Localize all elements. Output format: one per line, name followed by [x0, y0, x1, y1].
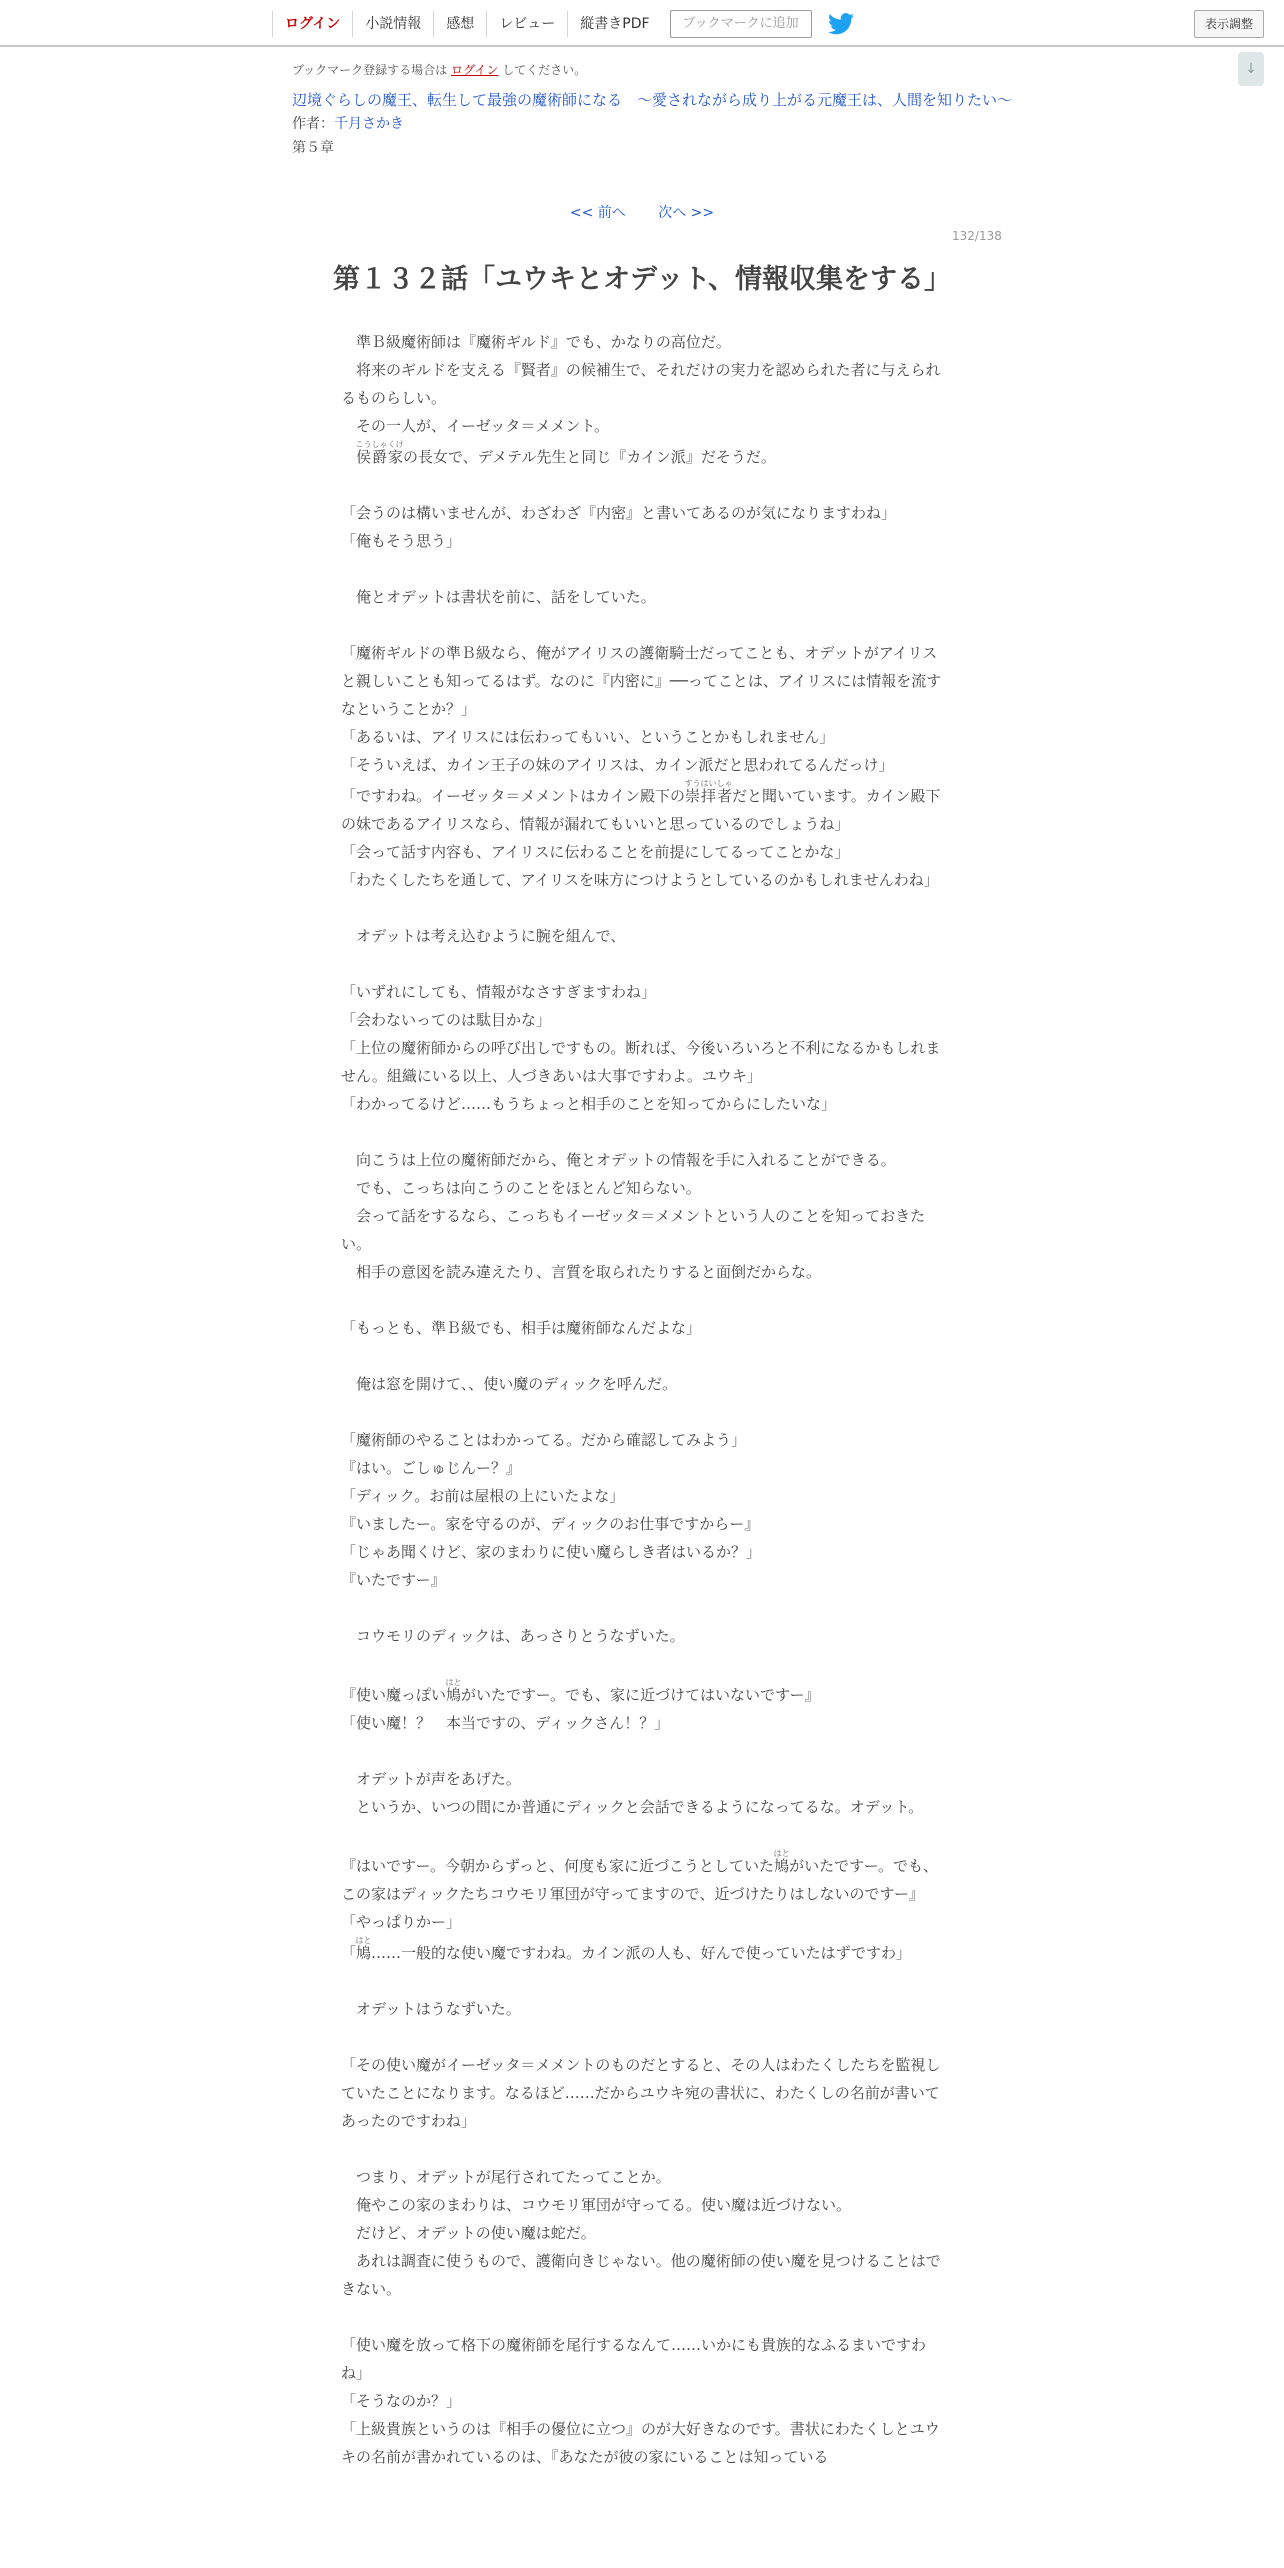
prev-page-link[interactable]: << 前へ: [569, 205, 626, 221]
novel-paragraph: 「わかってるけど……もうちょっと相手のことを知ってからにしたいな」: [341, 1095, 837, 1113]
twitter-icon[interactable]: [828, 13, 854, 35]
paragraph-text-before-ruby: 「ですわね。イーゼッタ＝メメントはカイン殿下の: [341, 787, 685, 805]
novel-title-link[interactable]: 辺境ぐらしの魔王、転生して最強の魔術師になる 〜愛されながら成り上がる元魔王は、人間を知りたい〜: [292, 91, 1013, 109]
ruby-annotation: [684, 779, 733, 805]
novel-paragraph: [341, 950, 943, 978]
ruby-base: 崇拝者: [684, 787, 733, 805]
novel-paragraph: つまり、オデットが尾行されてたってことか。: [341, 2168, 671, 2186]
ruby-text: はと: [355, 1936, 372, 1945]
novel-paragraph: 「会うのは構いませんが、わざわざ『内密』と書いてあるのが気になりますわね」: [341, 504, 897, 522]
novel-paragraph: 「あるいは、アイリスには伝わってもいい、ということかもしれません」: [341, 728, 835, 746]
novel-paragraph: 「ディック。お前は屋根の上にいたよな」: [341, 1487, 625, 1505]
novel-paragraph: 準Ｂ級魔術師は『魔術ギルド』でも、かなりの高位だ。: [341, 333, 731, 351]
novel-paragraph: [341, 440, 943, 471]
paragraph-text-before-ruby: 「: [341, 1944, 357, 1962]
header-nav: [272, 0, 854, 47]
ruby-base: 鳩: [355, 1944, 372, 1962]
novel-info-link[interactable]: 小説情報: [352, 11, 433, 37]
novel-paragraph: だけど、オデットの使い魔は蛇だ。: [341, 2224, 596, 2242]
novel-paragraph: 『はい。ごしゅじんー？』: [341, 1459, 522, 1477]
ruby-annotation: [355, 1936, 372, 1962]
novel-paragraph: 『いたですー』: [341, 1571, 446, 1589]
novel-paragraph: 「会って話す内容も、アイリスに伝わることを前提にしてるってことかな」: [341, 843, 850, 861]
novel-paragraph: [341, 611, 943, 639]
next-page-link[interactable]: 次へ >>: [658, 205, 715, 221]
paragraph-text-after-ruby: がいたですー。でも、家に近づけてはいないですー』: [461, 1686, 820, 1704]
novel-paragraph: 会って話をするなら、こっちもイーゼッタ＝メメントという人のことを知っておきたい。: [341, 1207, 926, 1253]
novel-paragraph: 俺やこの家のまわりは、コウモリ軍団が守ってる。使い魔は近づけない。: [341, 2196, 852, 2214]
bookmark-notice: [292, 62, 1012, 78]
novel-paragraph: 「やっぱりかー」: [341, 1913, 462, 1931]
author-name-link[interactable]: 千月さかき: [334, 116, 404, 132]
paragraph-text-after-ruby: の長女で、デメテル先生と同じ『カイン派』だそうだ。: [403, 448, 776, 466]
novel-paragraph: 「使い魔！？ 本当ですの、ディックさん！？」: [341, 1714, 670, 1732]
novel-paragraph: オデットはうなずいた。: [341, 2000, 521, 2018]
ruby-text: はと: [773, 1849, 790, 1858]
paragraph-text-before-ruby: 『使い魔っぽい: [341, 1686, 447, 1704]
novel-paragraph: オデットが声をあげた。: [341, 1770, 521, 1788]
novel-paragraph: [341, 555, 943, 583]
novel-paragraph: [341, 2303, 943, 2331]
author-label: 作者：: [292, 116, 334, 132]
novel-paragraph: [341, 2135, 943, 2163]
novel-paragraph: というか、いつの間にか普通にディックと会話できるようになってるな。オデット。: [341, 1798, 924, 1816]
ruby-text: すうはいしゃ: [684, 779, 733, 788]
novel-paragraph: 「じゃあ聞くけど、家のまわりに使い魔らしき者はいるか？」: [341, 1543, 762, 1561]
top-header: [0, 0, 1284, 47]
novel-paragraph: [341, 1678, 943, 1709]
novel-paragraph: 『いましたー。家を守るのが、ディックのお仕事ですからー』: [341, 1515, 760, 1533]
ruby-text: こうしゃくけ: [355, 440, 404, 449]
novel-paragraph: [341, 894, 943, 922]
paragraph-text-before-ruby: 『はいですー。今朝からずっと、何度も家に近づこうとしていた: [341, 1857, 775, 1875]
paragraph-text-after-ruby: ……一般的な使い魔ですわね。カイン派の人も、好んで使っていたはずですわ」: [371, 1944, 912, 1962]
bookmark-notice-suffix: してください。: [502, 63, 587, 77]
novel-paragraph: 俺は窓を開けて、、使い魔のディックを呼んだ。: [341, 1375, 678, 1393]
pager: [0, 202, 1284, 222]
novel-body: [341, 328, 943, 2471]
author-line: [292, 114, 1012, 134]
novel-paragraph: [341, 1118, 943, 1146]
novel-paragraph: 「魔術ギルドの準Ｂ級なら、俺がアイリスの護衛騎士だってことも、オデットがアイリスと親しいことも知ってるはず。なのに『内密に』──ってことは、アイリスには情報を流すなということか？」: [341, 644, 942, 718]
vertical-pdf-link[interactable]: 縦書きPDF: [567, 11, 661, 37]
paragraph-text-after-ruby: だと聞いています。カイン殿下の妹であるアイリスなら、情報が漏れてもいいと思っているのでしょうね」: [341, 787, 941, 833]
impressions-link[interactable]: 感想: [433, 11, 486, 37]
review-link[interactable]: レビュー: [486, 11, 567, 37]
novel-paragraph: 「そうなのか？」: [341, 2392, 462, 2410]
novel-paragraph: [341, 1286, 943, 1314]
chapter-title: 第５章: [292, 140, 334, 156]
ruby-annotation: [355, 440, 404, 466]
novel-paragraph: その一人が、イーゼッタ＝メメント。: [341, 417, 610, 435]
novel-paragraph: 俺とオデットは書状を前に、話をしていた。: [341, 588, 656, 606]
novel-paragraph: 「会わないってのは駄目かな」: [341, 1011, 552, 1029]
novel-paragraph: 「上級貴族というのは『相手の優位に立つ』のが大好きなのです。書状にわたくしとユウキの名前が書かれているのは、『あなたが彼の家にいることは知っている: [341, 2420, 940, 2466]
ruby-base: 鳩: [773, 1857, 790, 1875]
login-link[interactable]: ログイン: [272, 11, 352, 37]
novel-paragraph: 「使い魔を放って格下の魔術師を尾行するなんて……いかにも貴族的なふるまいですわね」: [341, 2336, 927, 2382]
novel-paragraph: [341, 1398, 943, 1426]
novel-paragraph: 将来のギルドを支える『賢者』の候補生で、それだけの実力を認められた者に与えられるものらしい。: [341, 361, 941, 407]
novel-paragraph: [341, 1737, 943, 1765]
novel-paragraph: [341, 471, 943, 499]
novel-paragraph: 「俺もそう思う」: [341, 532, 462, 550]
novel-paragraph: [341, 779, 943, 838]
novel-paragraph: [341, 1821, 943, 1849]
novel-paragraph: [341, 1342, 943, 1370]
bookmark-notice-prefix: ブックマーク登録する場合は: [292, 63, 448, 77]
novel-paragraph: [341, 1936, 943, 1967]
novel-paragraph: [341, 1594, 943, 1622]
page-count: 132/138: [952, 229, 1002, 243]
novel-info: [292, 62, 1012, 158]
novel-paragraph: 「わたくしたちを通して、アイリスを味方につけようとしているのかもしれませんわね」: [341, 871, 939, 889]
add-bookmark-button[interactable]: ブックマークに追加: [670, 10, 812, 38]
novel-paragraph: 「もっとも、準Ｂ級でも、相手は魔術師なんだよな」: [341, 1319, 702, 1337]
novel-paragraph: 相手の意図を読み違えたり、言質を取られたりすると面倒だからな。: [341, 1263, 822, 1281]
novel-paragraph: [341, 2023, 943, 2051]
ruby-base: 鳩: [445, 1686, 462, 1704]
novel-paragraph: 「魔術師のやることはわかってる。だから確認してみよう」: [341, 1431, 747, 1449]
novel-paragraph: [341, 1650, 943, 1678]
scroll-down-button[interactable]: ↓: [1238, 52, 1264, 86]
episode-title: 第１３２話「ユウキとオデット、情報収集をする」: [332, 264, 952, 295]
ruby-text: はと: [445, 1678, 462, 1687]
display-settings-button[interactable]: 表示調整: [1194, 10, 1264, 38]
novel-paragraph: 向こうは上位の魔術師だから、俺とオデットの情報を手に入れることができる。: [341, 1151, 896, 1169]
paragraph-text-before-ruby: [341, 448, 356, 466]
novel-paragraph: 「そういえば、カイン王子の妹のアイリスは、カイン派だと思われてるんだっけ」: [341, 756, 894, 774]
novel-paragraph: あれは調査に使うもので、護衛向きじゃない。他の魔術師の使い魔を見つけることはできない。: [341, 2252, 941, 2298]
novel-paragraph: [341, 1849, 943, 1908]
novel-paragraph: [341, 1967, 943, 1995]
ruby-annotation: [773, 1849, 790, 1875]
novel-paragraph: オデットは考え込むように腕を組んで、: [341, 927, 626, 945]
novel-paragraph: 「その使い魔がイーゼッタ＝メメントのものだとすると、その人はわたくしたちを監視していたことになります。なるほど……だからユウキ宛の書状に、わたくしの名前が書いてあったのですわね」: [341, 2056, 941, 2130]
ruby-base: 侯爵家: [355, 448, 404, 466]
novel-paragraph: 「上位の魔術師からの呼び出しですもの。断れば、今後いろいろと不利になるかもしれません。組織にいる以上、人づきあいは大事ですわよ。ユウキ」: [341, 1039, 941, 1085]
novel-paragraph: コウモリのディックは、あっさりとうなずいた。: [341, 1627, 685, 1645]
paragraph-text-after-ruby: がいたですー。でも、この家はディックたちコウモリ軍団が守ってますので、近づけたりはしないのですー』: [341, 1857, 939, 1903]
novel-paragraph: でも、こっちは向こうのことをほとんど知らない。: [341, 1179, 701, 1197]
bookmark-login-link[interactable]: ログイン: [451, 63, 499, 77]
ruby-annotation: [445, 1678, 462, 1704]
novel-paragraph: 「いずれにしても、情報がなさすぎますわね」: [341, 983, 657, 1001]
